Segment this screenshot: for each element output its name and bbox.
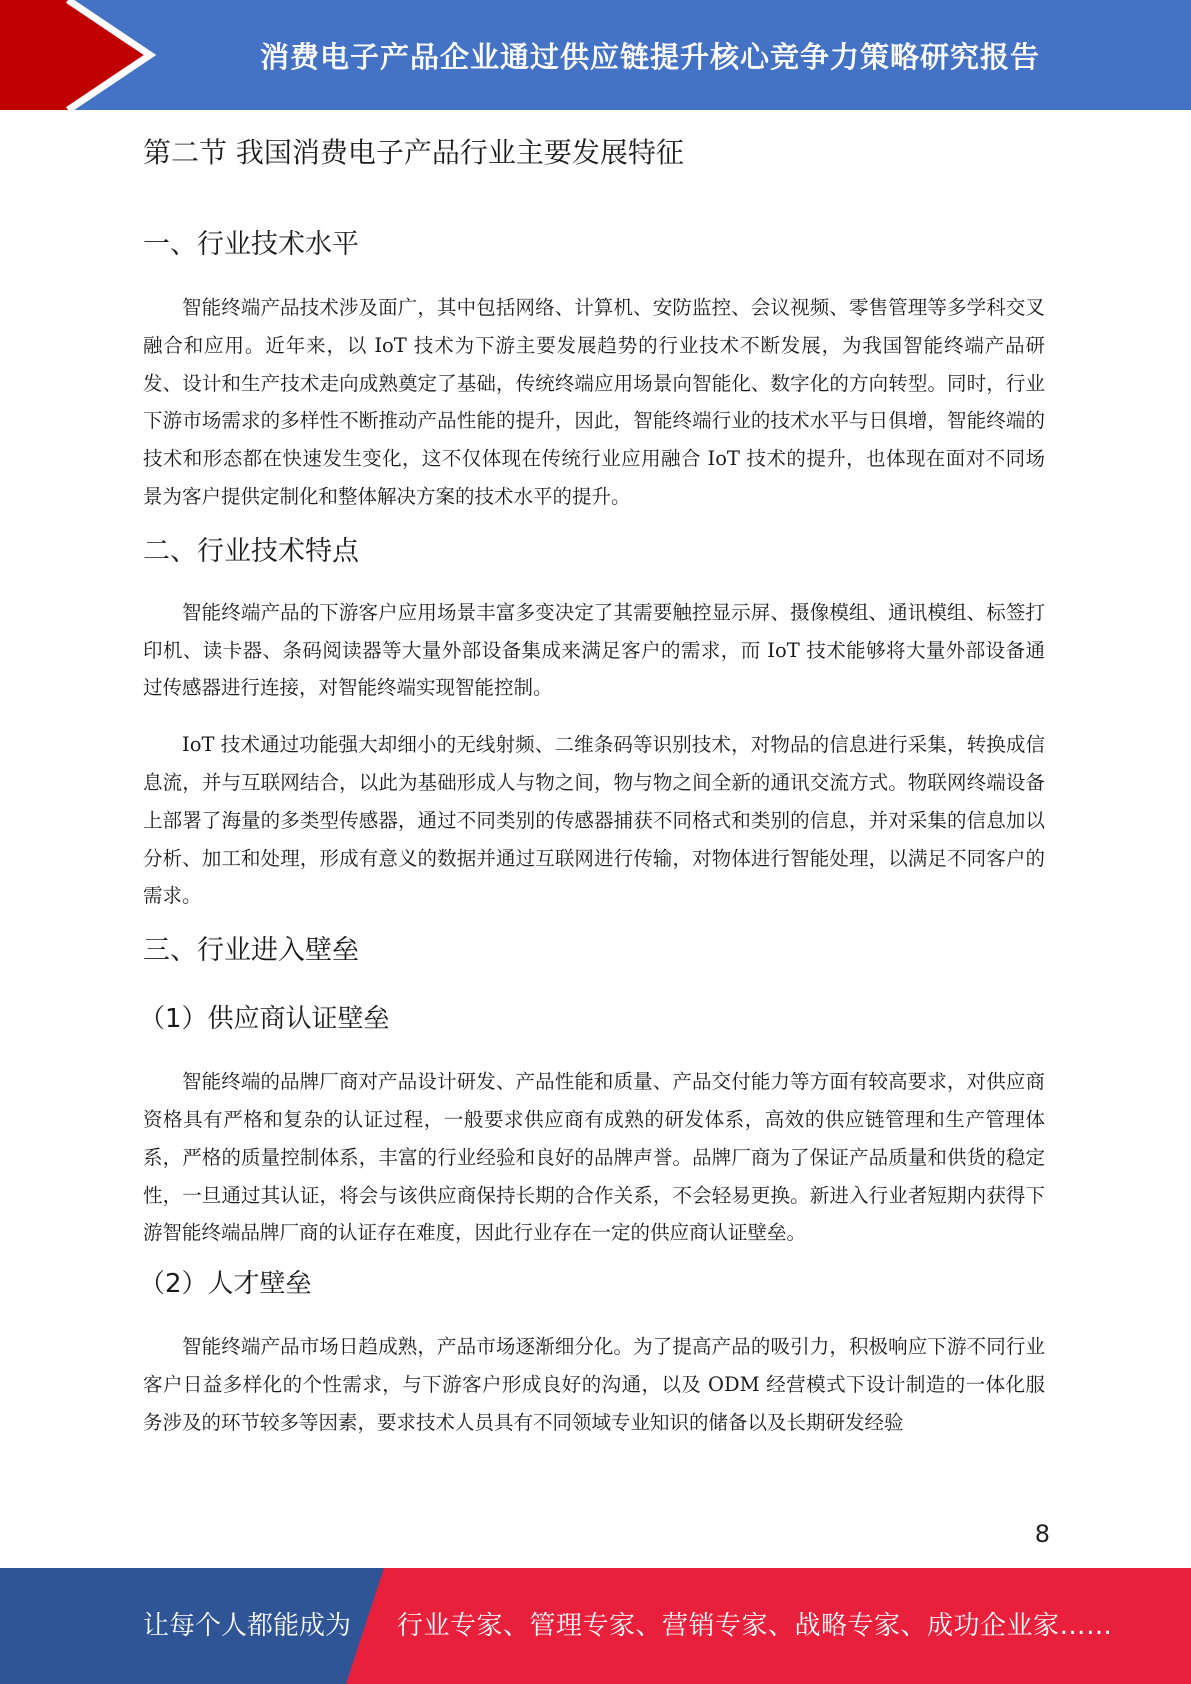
footer-slogan-left: 让每个人都能成为 [143, 1611, 352, 1641]
footer-slogan-right: 行业专家、管理专家、营销专家、战略专家、成功企业家…… [397, 1611, 1113, 1641]
section-title: 第二节 我国消费电子产品行业主要发展特征 [143, 136, 684, 169]
paragraph-technology-level: 智能终端产品技术涉及面广，其中包括网络、计算机、安防监控、会议视频、零售管理等多学科交叉融合和应用。近年来，以 IoT 技术为下游主要发展趋势的行业技术不断发展，为我国智能终端产品研发、设计和生产技术走向成熟奠定了基础，传统终端应用场景向智能化、数字化的方向转型。同时，行业下游市场需求的多样性不断推动产品性能的提升，因此，智能终端行业的技术水平与日俱增，智能终端的技术和形态都在快速发生变化，这不仅体现在传统行业应用融合 IoT 技术的提升，也体现在面对不同场景为客户提供定制化和整体解决方案的技术水平的提升。 [143, 296, 1045, 508]
paragraph-supplier-certification-barrier: 智能终端的品牌厂商对产品设计研发、产品性能和质量、产品交付能力等方面有较高要求，对供应商资格具有严格和复杂的认证过程，一般要求供应商有成熟的研发体系，高效的供应链管理和生产管理体系，严格的质量控制体系，丰富的行业经验和良好的品牌声誉。品牌厂商为了保证产品质量和供货的稳定性，一旦通过其认证，将会与该供应商保持长期的合作关系，不会轻易更换。新进入行业者短期内获得下游智能终端品牌厂商的认证存在难度，因此行业存在一定的供应商认证壁垒。 [143, 1070, 1045, 1245]
page-number: 8 [1034, 1520, 1050, 1548]
heading-entry-barriers: 三、行业进入壁垒 [143, 935, 359, 967]
heading-talent-barrier: （2）人才壁垒 [139, 1269, 312, 1300]
heading-technology-features: 二、行业技术特点 [143, 535, 359, 567]
paragraph-technology-features-2: IoT 技术通过功能强大却细小的无线射频、二维条码等识别技术，对物品的信息进行采集，转换成信息流，并与互联网结合，以此为基础形成人与物之间，物与物之间全新的通讯交流方式。物联网终端设备上部署了海量的多类型传感器，通过不同类别的传感器捕获不同格式和类别的信息，并对采集的信息加以分析、加工和处理，形成有意义的数据并通过互联网进行传输，对物体进行智能处理，以满足不同客户的需求。 [143, 733, 1045, 908]
document-body [139, 125, 1045, 1442]
paragraph-technology-features-1: 智能终端产品的下游客户应用场景丰富多变决定了其需要触控显示屏、摄像模组、通讯模组、标签打印机、读卡器、条码阅读器等大量外部设备集成来满足客户的需求，而 IoT 技术能够将大量外部设备通过传感器进行连接，对智能终端实现智能控制。 [143, 600, 1045, 700]
paragraph-talent-barrier: 智能终端产品市场日趋成熟，产品市场逐渐细分化。为了提高产品的吸引力，积极响应下游不同行业客户日益多样化的个性需求，与下游客户形成良好的沟通，以及 ODM 经营模式下设计制造的一体化服务涉及的环节较多等因素，要求技术人员具有不同领域专业知识的储备以及长期研发经验 [143, 1335, 1045, 1434]
report-title: 消费电子产品企业通过供应链提升核心竞争力策略研究报告 [259, 39, 1040, 74]
page-header [0, 0, 1191, 110]
heading-technology-level: 一、行业技术水平 [143, 229, 359, 260]
heading-supplier-certification-barrier: （1）供应商认证壁垒 [139, 1004, 390, 1035]
page-footer [0, 1568, 1191, 1684]
